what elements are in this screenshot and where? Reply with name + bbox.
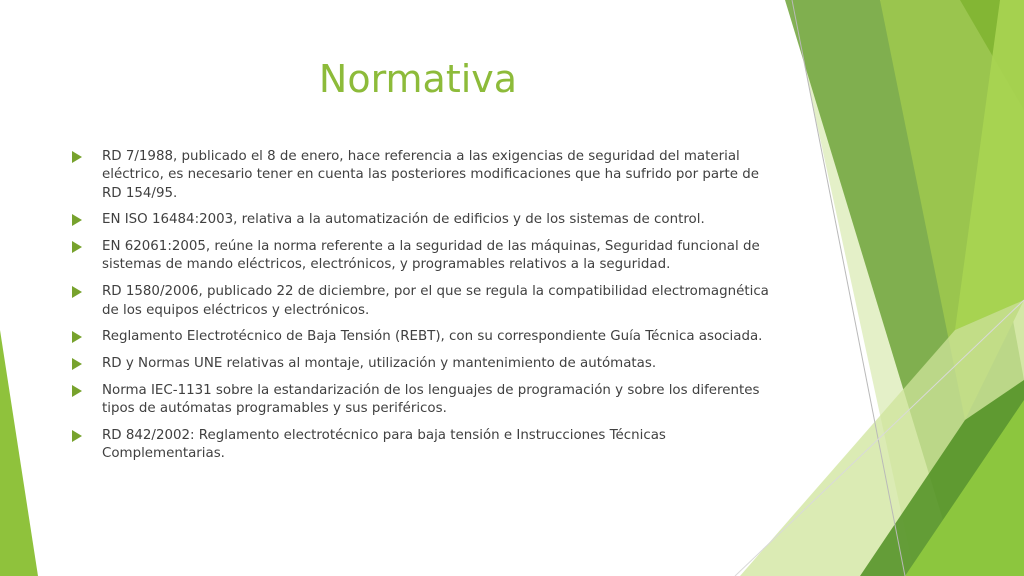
triangle-bullet-icon (72, 385, 82, 397)
triangle-bullet-icon (72, 214, 82, 226)
bullet-text: EN ISO 16484:2003, relativa a la automatización de edificios y de los sistemas de control. (102, 212, 705, 228)
triangle-bullet-icon (72, 151, 82, 163)
bullet-list (72, 148, 772, 472)
bullet-text: RD 1580/2006, publicado 22 de diciembre, por el que se regula la compatibilidad electromagnética de los equipos eléctricos y electrónicos. (102, 284, 769, 318)
list-item (72, 238, 772, 275)
bullet-text: EN 62061:2005, reúne la norma referente a la seguridad de las máquinas, Seguridad funcional de sistemas de mando eléctricos, electrónicos, y programables relativos a la seguridad. (102, 239, 760, 273)
bullet-text: RD 7/1988, publicado el 8 de enero, hace referencia a las exigencias de seguridad del material eléctrico, es necesario tener en cuenta las posteriores modificaciones que ha sufrido por parte de RD 154/95. (102, 149, 760, 201)
triangle-bullet-icon (72, 358, 82, 370)
triangle-bullet-icon (72, 286, 82, 298)
list-item (72, 148, 772, 203)
bullet-text: RD 842/2002: Reglamento electrotécnico para baja tensión e Instrucciones Técnicas Complementarias. (102, 428, 666, 462)
triangle-bullet-icon (72, 241, 82, 253)
slide-title: Normativa (318, 57, 518, 101)
triangle-bullet-icon (72, 331, 82, 343)
bullet-text: RD y Normas UNE relativas al montaje, utilización y mantenimiento de autómatas. (102, 356, 657, 372)
list-item (72, 283, 772, 320)
list-item (72, 211, 772, 229)
list-item (72, 328, 772, 346)
list-item (72, 427, 772, 464)
triangle-bullet-icon (72, 430, 82, 442)
bullet-text: Norma IEC-1131 sobre la estandarización de los lenguajes de programación y sobre los diferentes tipos de autómatas programables y sus periféricos. (102, 382, 760, 417)
left-green-sliver (0, 330, 38, 576)
list-item (72, 355, 772, 373)
bullet-text: Reglamento Electrotécnico de Baja Tensión (REBT), con su correspondiente Guía Técnica asociada. (102, 329, 763, 345)
list-item (72, 382, 772, 419)
